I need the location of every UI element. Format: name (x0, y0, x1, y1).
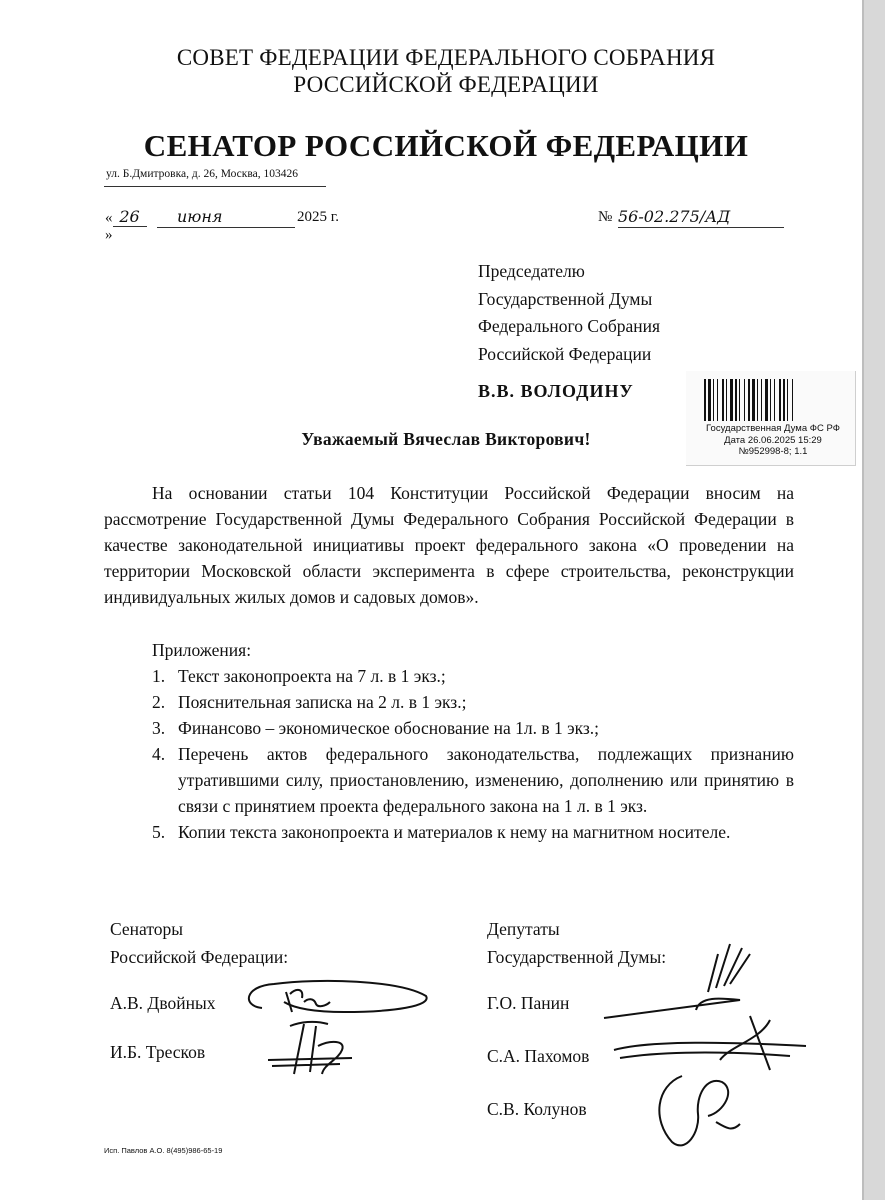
barcode-bar (757, 379, 758, 421)
barcode-bar (752, 379, 755, 421)
attachment-item (152, 689, 794, 715)
barcode-bar (779, 379, 781, 421)
barcode-bar (744, 379, 745, 421)
number-sign: № (598, 209, 613, 225)
address-underline (104, 186, 326, 187)
stamp-line-3: №952998-8; 1.1 (738, 446, 808, 457)
attachments-list (152, 663, 794, 845)
attachment-number: 3. (152, 718, 166, 738)
deputy-name: Г.О. Панин (487, 993, 570, 1013)
org-line-2: РОССИЙСКОЙ ФЕДЕРАЦИИ (293, 72, 599, 97)
barcode-bar (713, 379, 714, 421)
barcode-bar (730, 379, 733, 421)
attachment-text: Текст законопроекта на 7 л. в 1 экз.; (178, 666, 446, 686)
barcode-bar (722, 379, 724, 421)
attachment-item (152, 741, 794, 819)
barcode-bar (783, 379, 785, 421)
attachment-number: 2. (152, 692, 166, 712)
senators-heading-line: Сенаторы (110, 919, 184, 939)
attachment-text: Перечень актов федерального законодательства, подлежащих признанию утратившими силу, приостановлению, изменению, дополнению или принятию в связи с принятием проекта федерального закона на 1 л. в 1 экз. (178, 744, 794, 816)
stamp-line-2: Дата 26.06.2025 15:29 (724, 434, 822, 446)
senator-name: А.В. Двойных (110, 993, 216, 1013)
barcode-bar (787, 379, 788, 421)
letterhead-address: ул. Б.Дмитровка, д. 26, Москва, 103426 (106, 168, 299, 180)
attachment-number: 1. (152, 666, 166, 686)
attachment-number: 4. (152, 744, 166, 764)
attachment-text: Копии текста законопроекта и материалов к нему на магнитном носителе. (178, 822, 731, 842)
deputies-heading-line: Депутаты (487, 919, 560, 939)
letterhead-title: СЕНАТОР РОССИЙСКОЙ ФЕДЕРАЦИИ (143, 128, 749, 163)
barcode-bar (704, 379, 706, 421)
deputies-heading-line: Государственной Думы: (487, 946, 667, 967)
number-handwritten: 56-02.275/АД (618, 207, 731, 226)
date-day-handwritten: 26 (113, 207, 147, 227)
date-month-field (157, 207, 295, 228)
addressee-line: Председателю (478, 261, 585, 281)
date-open-quote: « (105, 210, 113, 226)
senators-heading (110, 916, 288, 971)
barcode-bar (739, 379, 740, 421)
attachment-text: Финансово – экономическое обоснование на 1л. в 1 экз.; (178, 718, 600, 738)
deputy-name: С.А. Пахомов (487, 1046, 590, 1066)
letter-body: На основании статьи 104 Конституции Российской Федерации вносим на рассмотрение Государственной Думы Федерального Собрания Российской Федерации в качестве законодательной инициативы проект федерального закона «О проведении на территории Московской области эксперимента в сфере строительства, реконструкции индивидуальных жилых домов и садовых домов». (104, 483, 794, 607)
addressee-name: В.В. ВОЛОДИНУ (478, 381, 634, 401)
barcode (702, 379, 846, 421)
addressee-line: Российской Федерации (478, 343, 652, 364)
barcode-bar (708, 379, 711, 421)
greeting: Уважаемый Вячеслав Викторович! (301, 429, 591, 449)
registration-stamp (686, 371, 856, 466)
barcode-bar (717, 379, 718, 421)
barcode-bar (774, 379, 775, 421)
date-year: 2025 г. (297, 209, 339, 225)
attachments-title: Приложения: (152, 640, 252, 660)
senator-name: И.Б. Тресков (110, 1042, 206, 1062)
date-month-handwritten: июня (177, 207, 223, 226)
barcode-bar (761, 379, 762, 421)
barcode-bar (748, 379, 750, 421)
barcode-bar (726, 379, 727, 421)
barcode-bar (792, 379, 793, 421)
attachment-item (152, 663, 794, 689)
attachments-section (152, 637, 794, 845)
signature-kolunov (646, 1062, 746, 1158)
stamp-line-1: Государственная Дума ФС РФ (706, 423, 840, 434)
letterhead-organization (0, 44, 885, 98)
senators-heading-line: Российской Федерации: (110, 946, 289, 967)
barcode-bar (765, 379, 768, 421)
org-line-1: СОВЕТ ФЕДЕРАЦИИ ФЕДЕРАЛЬНОГО СОБРАНИЯ (176, 45, 716, 70)
barcode-bar (770, 379, 771, 421)
attachment-text: Пояснительная записка на 2 л. в 1 экз.; (178, 692, 467, 712)
signature-treskov (260, 1016, 360, 1078)
executor-footer: Исп. Павлов А.О. 8(495)986-65-19 (104, 1146, 223, 1155)
attachment-item (152, 715, 794, 741)
attachment-item (152, 819, 794, 845)
addressee-line: Государственной Думы (478, 288, 653, 309)
date-close-quote: » (105, 227, 113, 243)
addressee-block (478, 258, 660, 368)
attachment-number: 5. (152, 822, 166, 842)
addressee-line: Федерального Собрания (478, 316, 661, 336)
barcode-bar (735, 379, 737, 421)
date-day-field (105, 207, 147, 244)
deputy-name: С.В. Колунов (487, 1099, 587, 1119)
number-field (618, 207, 784, 228)
